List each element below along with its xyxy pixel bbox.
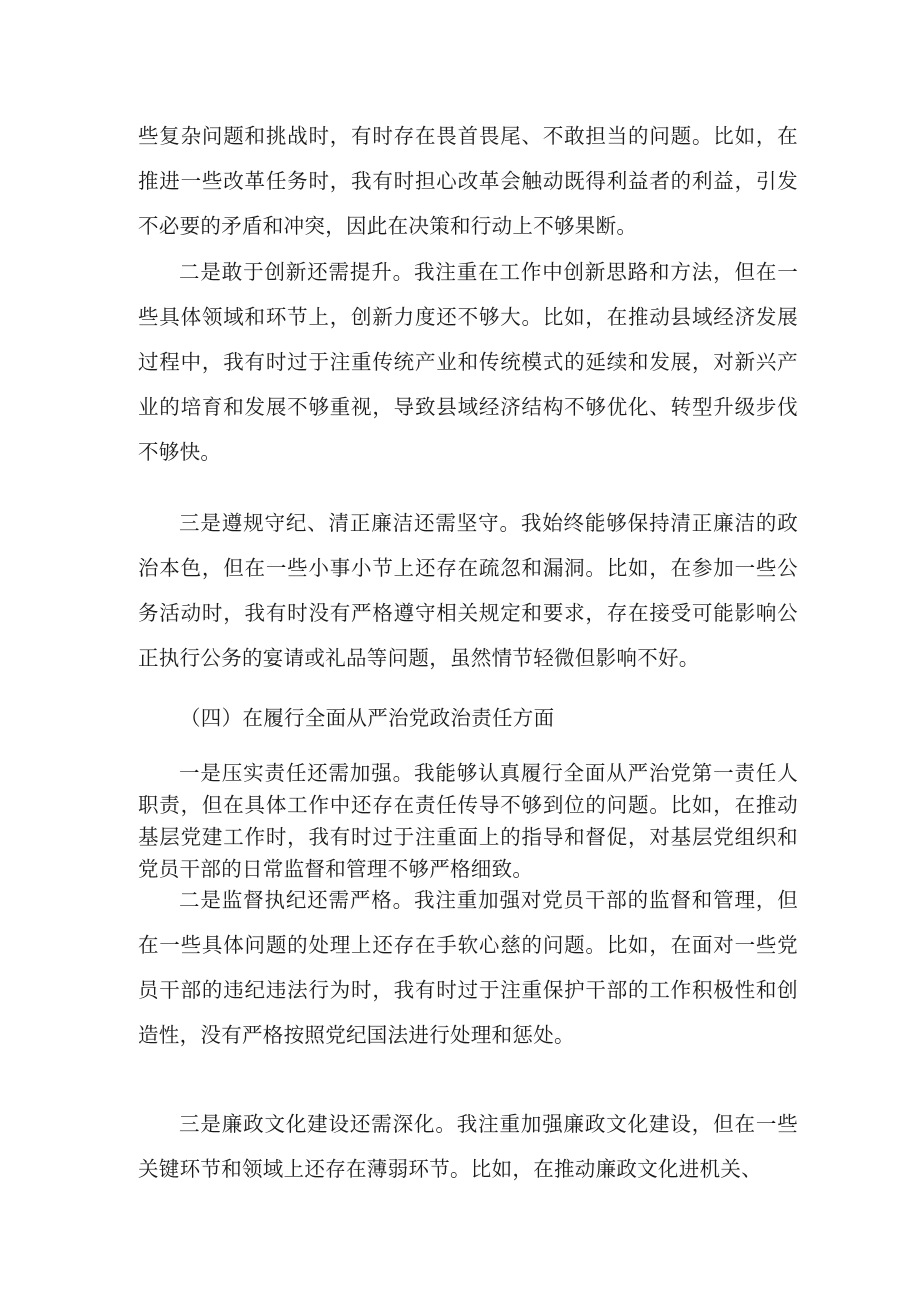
paragraph-innovation: 二是敢于创新还需提升。我注重在工作中创新思路和方法，但在一些具体领域和环节上，创新力度还不够大。比如，在推动县域经济发展过程中，我有时过于注重传统产业和传统模式的延续和发展，对新兴产业的培育和发展不够重视，导致县域经济结构不够优化、转型升级步伐不够快。 (138, 260, 798, 464)
section-heading: （四）在履行全面从严治党政治责任方面 (180, 706, 555, 730)
paragraph-supervision: 二是监督执纪还需严格。我注重加强对党员干部的监督和管理，但在一些具体问题的处理上还存在手软心慈的问题。比如，在面对一些党员干部的违纪违法行为时，我有时过于注重保护干部的工作积极性和创造性，没有严格按照党纪国法进行处理和惩处。 (138, 888, 798, 1047)
paragraph-clean-culture: 三是廉政文化建设还需深化。我注重加强廉政文化建设，但在一些关键环节和领域上还存在薄弱环节。比如，在推动廉政文化进机关、 (138, 1112, 798, 1181)
paragraph-discipline-integrity: 三是遵规守纪、清正廉洁还需坚守。我始终能够保持清正廉洁的政治本色，但在一些小事小节上还存在疏忽和漏洞。比如，在参加一些公务活动时，我有时没有严格遵守相关规定和要求，存在接受可能影响公正执行公务的宴请或礼品等问题，虽然情节轻微但影响不好。 (138, 511, 798, 670)
paragraph-responsibility: 一是压实责任还需加强。我能够认真履行全面从严治党第一责任人职责，但在具体工作中还存在责任传导不够到位的问题。比如，在推动基层党建工作时，我有时过于注重面上的指导和督促，对基层党组织和党员干部的日常监督和管理不够严格细致。 (138, 761, 798, 881)
paragraph-continued: 些复杂问题和挑战时，有时存在畏首畏尾、不敢担当的问题。比如，在推进一些改革任务时，我有时担心改革会触动既得利益者的利益，引发不必要的矛盾和冲突，因此在决策和行动上不够果断。 (138, 124, 798, 238)
